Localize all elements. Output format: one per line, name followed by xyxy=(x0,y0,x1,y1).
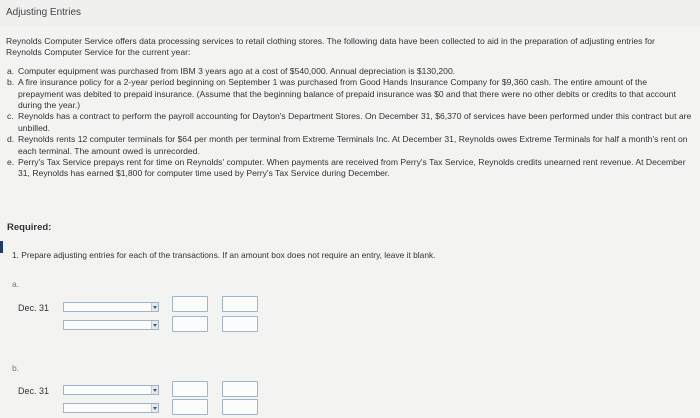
item-text: Reynolds rents 12 computer terminals for $64 per month per terminal from Extreme Terminals Inc. At December 31, Reynolds owes Extreme Terminals for half a month's rent on each terminal. The amount owed is unrecorded. xyxy=(18,134,688,156)
credit-amount-input[interactable] xyxy=(222,296,258,312)
item-letter: a. xyxy=(7,65,15,76)
chevron-down-icon xyxy=(151,321,158,329)
credit-amount-input[interactable] xyxy=(222,316,258,332)
debit-amount-input[interactable] xyxy=(172,316,208,332)
question-text: 1. Prepare adjusting entries for each of the transactions. If an amount box does not require an entry, leave it blank. xyxy=(12,250,436,260)
problem-statement xyxy=(6,36,692,180)
chevron-down-icon xyxy=(151,386,158,394)
item-letter: c. xyxy=(7,111,14,122)
required-heading: Required: xyxy=(7,222,52,233)
item-text: A fire insurance policy for a 2-year period beginning on September 1 was purchased from Good Hands Insurance Company for $9,360 cash. The entire amount of the prepayment was debited to prepaid insurance. (Assume that the beginning balance of prepaid insurance was $0 and that there were no other debits or credits to that account during the year.) xyxy=(18,77,676,111)
entry-date: Dec. 31 xyxy=(18,386,50,396)
item-letter: d. xyxy=(7,134,15,145)
header-bar xyxy=(0,0,700,26)
transaction-list xyxy=(6,66,692,180)
transaction-item xyxy=(6,77,692,111)
chevron-down-icon xyxy=(151,404,158,412)
debit-amount-input[interactable] xyxy=(172,399,208,415)
credit-amount-input[interactable] xyxy=(222,399,258,415)
credit-account-select[interactable] xyxy=(63,320,159,330)
debit-amount-input[interactable] xyxy=(172,381,208,397)
entry-part-letter: a. xyxy=(12,279,20,289)
debit-account-select[interactable] xyxy=(63,302,159,312)
item-text: Computer equipment was purchased from IBM 3 years ago at a cost of $540,000. Annual depreciation is $130,200. xyxy=(18,65,456,76)
transaction-item xyxy=(6,157,692,180)
transaction-item xyxy=(6,134,692,157)
chevron-down-icon xyxy=(151,303,158,311)
transaction-item xyxy=(6,66,692,77)
transaction-item xyxy=(6,111,692,134)
debit-amount-input[interactable] xyxy=(172,296,208,312)
problem-intro: Reynolds Computer Service offers data processing services to retail clothing stores. The following data have been collected to aid in the preparation of adjusting entries for Reynolds Computer Service for the current year: xyxy=(6,36,655,58)
page-title: Adjusting Entries xyxy=(6,7,82,18)
item-letter: e. xyxy=(7,157,15,168)
entry-date: Dec. 31 xyxy=(18,303,50,313)
entry-part-letter: b. xyxy=(12,363,20,373)
item-text: Reynolds has a contract to perform the payroll accounting for Dayton's Department Stores. On December 31, $6,370 of services have been performed under this contract but are unbilled. xyxy=(18,111,692,133)
question-marker xyxy=(0,241,3,253)
item-text: Perry's Tax Service prepays rent for time on Reynolds' computer. When payments are received from Perry's Tax Service, Reynolds credits unearned rent revenue. At December 31, Reynolds has earned $1,800 for computer time used by Perry's Tax Service during December. xyxy=(18,157,686,179)
item-letter: b. xyxy=(7,77,15,88)
credit-account-select[interactable] xyxy=(63,403,159,413)
debit-account-select[interactable] xyxy=(63,385,159,395)
credit-amount-input[interactable] xyxy=(222,381,258,397)
